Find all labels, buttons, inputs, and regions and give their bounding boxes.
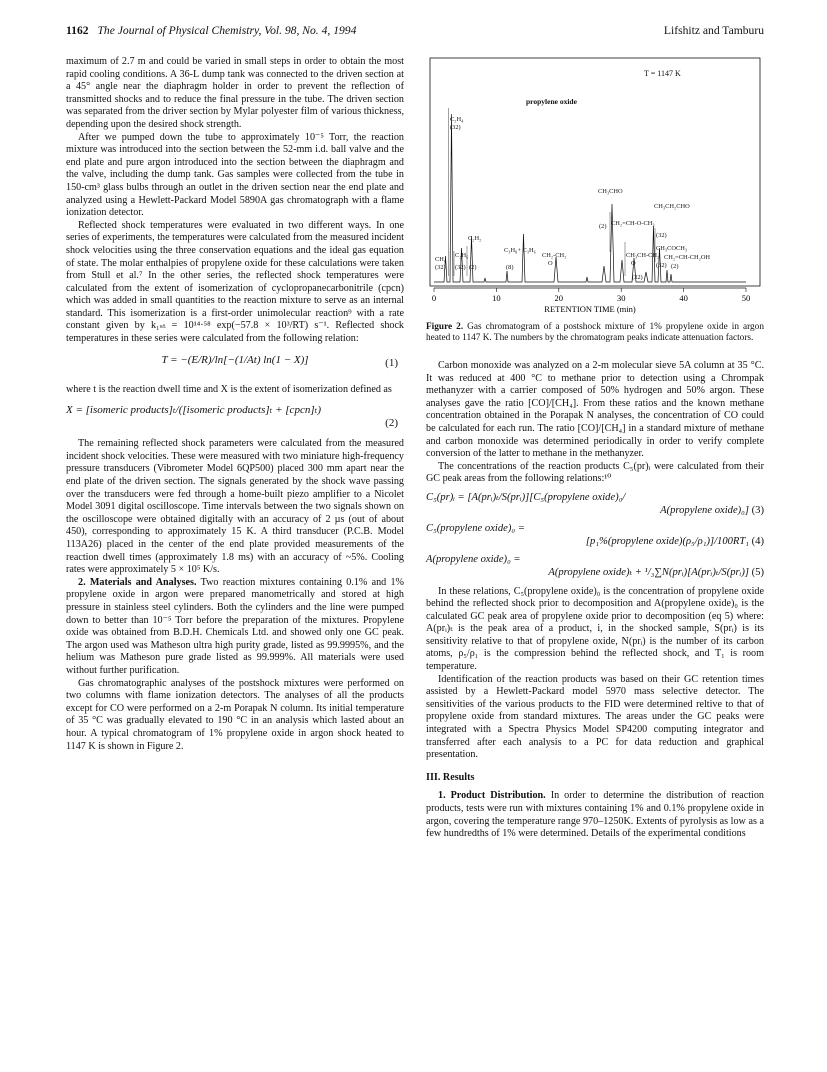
paragraph: The concentrations of the reaction products C₅(pr)ᵢ were calculated from their GC peak areas from the following relations:¹⁰ bbox=[426, 460, 764, 485]
paragraph: 1. Product Distribution. In order to determine the distribution of reaction products, tests were run with mixtures containing 1% and 0.1% propylene oxide in argon, covering the temperature range 970–1250K. Extents of pyrolysis as low as a few hundredths of 1% were determined. Details of the experimental conditions bbox=[426, 790, 764, 840]
svg-text:(32): (32) bbox=[435, 264, 446, 271]
svg-text:CH₂-CH₂: CH₂-CH₂ bbox=[542, 252, 567, 259]
paragraph: Gas chromatographic analyses of the postshock mixtures were performed on two columns with flame ionization detectors. The analyses of all the products except for CO were performed on a 2-m Porapak N column. Its initial temperature of 35 °C was gradually elevated to 190 °C in an analysis which lasted about an hour. A typical chromatogram of 1% propylene oxide in argon shock heated to 1147 K is shown in Figure 2. bbox=[66, 677, 404, 752]
x-tick-label: 10 bbox=[492, 293, 501, 303]
equation-number: (3) bbox=[751, 504, 764, 516]
section-heading: III. Results bbox=[426, 771, 475, 783]
equation-number: (2) bbox=[385, 417, 398, 430]
svg-text:CH₃CHO: CH₃CHO bbox=[598, 188, 623, 195]
x-tick-label: 40 bbox=[679, 293, 688, 303]
paragraph: maximum of 2.7 m and could be varied in small steps in order to obtain the most rapid cooling conditions. A 36-L dump tank was connected to the driven section at a 45° angle near the diaphragm holder in order to prevent the reflection of transmitted shocks and to reduce the final pressure in the tube. The driven section was separated from the driver section by Mylar polyester film of various thickness, depending upon the desired shock strength. bbox=[66, 56, 404, 130]
equation-number: (5) bbox=[751, 566, 764, 578]
svg-text:(32): (32) bbox=[450, 124, 461, 131]
temperature-label: T = 1147 K bbox=[644, 69, 681, 78]
svg-text:(32): (32) bbox=[656, 232, 667, 239]
paragraph: In these relations, C₅(propylene oxide)₀ is the concentration of propylene oxide behind the reflected shock prior to decomposition and A(propylene oxide)₀ is the calculated GC peak area of propylene oxide prior to decomposition (eq 5) where: A(prᵢ)ₜ is the peak area of a product, i, in the shocked sample, S(prᵢ) is its sensitivity relative to that of propylene oxide, N(prᵢ) is the number of its carbon atoms, ρ₅/ρ₁ is the compression behind the reflected shock, and T₁ is room temperature. bbox=[426, 585, 764, 673]
svg-text:CH₃CH₂CHO: CH₃CH₂CHO bbox=[654, 203, 690, 210]
svg-text:C₂H₄: C₂H₄ bbox=[450, 116, 464, 123]
svg-text:O: O bbox=[548, 260, 553, 267]
equation-2: X = [isomeric products]ₜ/([isomeric products]ₜ + [cpcn]ₜ) (2) bbox=[66, 404, 398, 430]
svg-text:(2): (2) bbox=[599, 223, 607, 230]
svg-text:(32): (32) bbox=[455, 264, 466, 271]
right-column bbox=[426, 360, 764, 841]
subsection-heading: 1. Product Distribution. bbox=[438, 790, 546, 802]
svg-text:(2): (2) bbox=[469, 264, 477, 271]
svg-text:CH₃CH-CH₂: CH₃CH-CH₂ bbox=[626, 252, 660, 259]
x-ticks bbox=[434, 288, 746, 292]
subsection-heading: 2. Materials and Analyses. bbox=[78, 576, 197, 588]
x-tick-label: 30 bbox=[616, 293, 626, 303]
svg-text:C₂H₆: C₂H₆ bbox=[455, 252, 469, 259]
svg-text:CH₂=CH-O-CH₃: CH₂=CH-O-CH₃ bbox=[611, 220, 655, 227]
journal-title: The Journal of Physical Chemistry, Vol. 98, No. 4, 1994 bbox=[97, 24, 357, 37]
figure-2 bbox=[426, 56, 764, 344]
svg-text:(8): (8) bbox=[506, 264, 514, 271]
svg-text:O: O bbox=[631, 260, 636, 267]
x-tick-label: 20 bbox=[554, 293, 564, 303]
paragraph: 2. Materials and Analyses. Two reaction mixtures containing 0.1% and 1% propylene oxide in argon were prepared manometrically and stored at high pressure in stainless steel cylinders. Both the cylinders and the line were pumped down to better than 10⁻⁵ Torr before the preparation of the mixtures. Propylene oxide was obtained from B.D.H. Chemicals Ltd. and showed only one GC peak. The argon used was Matheson ultra high purity grade, listed as 99.9995%, and the helium was Matheson pure grade listed as 99.999%. All materials were used without further purification. bbox=[66, 576, 404, 676]
paragraph: The remaining reflected shock parameters were calculated from the measured incident shock velocities. These were measured with two miniature high-frequency pressure transducers (Vibrometer Model 6QP500) placed 300 mm apart near the end plate of the driven section. The signals generated by the shock wave passing over the transducers were fed through a home-built piezo amplifier to a Nicolet Model 3091 digital oscilloscope. Time intervals between the two signals shown on the oscilloscope were obtained digitally with an accuracy of 2 µs (out of about 450), corresponding to approximately 15 K. A third transducer (P.C.B. Model 113A26) placed in the center of the end plate provided measurements of the reaction dwell times (approximately 1.8 ms) with an accuracy of ~5%. Cooling rates were approximately 5 × 10⁵ K/s. bbox=[66, 438, 404, 576]
chromatogram bbox=[426, 56, 764, 318]
figure-frame bbox=[430, 58, 760, 286]
x-tick-label: 50 bbox=[741, 293, 751, 303]
figure-caption: Figure 2. Gas chromatogram of a postshock mixture of 1% propylene oxide in argon heated to 1147 K. The numbers by the chromatogram peaks indicate attenuation factors. bbox=[426, 322, 764, 344]
svg-text:C₃H₈+ C₃H₆: C₃H₈+ C₃H₆ bbox=[504, 247, 536, 254]
paragraph: Carbon monoxide was analyzed on a 2-m molecular sieve 5A column at 35 °C. It was reduced at 400 °C to methane prior to detection using a Chrompak methanyzer with a carrier composed of 50% hydrogen and 50% argon. These analyses gave the ratio [CO]/[CH₄]. From these ratios and the known methane concentration obtained in the Porapak N analyses, the concentration of CO could be calculated for each run. The ratio [CO]/[CH₄] in a standard mixture of methane and carbon monoxide was determined periodically in order to verify complete conversion of the latter to methane in the methanyzer. bbox=[426, 360, 764, 460]
paragraph: After we pumped down the tube to approximately 10⁻⁵ Torr, the reaction mixture was introduced into the section between the 52-mm i.d. ball valve and the end plate and pure argon introduced into the section between the diaphragm and the valve, including the dump tank. Gas samples were collected from the tube in 150-cm³ glass bulbs through an outlet in the driven section near the end plate and analyzed using a Hewlett-Packard Model 5890A gas chromatograph with a flame ionization detector. bbox=[66, 131, 404, 219]
equation-number: (1) bbox=[385, 356, 398, 369]
svg-text:C₂H₂: C₂H₂ bbox=[468, 235, 482, 242]
equation-4: C₅(propylene oxide)₀ = [p₁%(propylene oxide)(ρ₅/ρ₁)]/100RT₁ (4) bbox=[426, 523, 764, 547]
svg-text:(32): (32) bbox=[632, 274, 643, 281]
equation-3: C₅(pr)ᵢ = [A(prᵢ)ₜ/S(prᵢ)][C₅(propylene oxide)₀/ A(propylene oxide)₀] (3) bbox=[426, 491, 764, 516]
page-number: 1162 bbox=[66, 24, 89, 37]
svg-text:CH₂=CH-CH₂OH: CH₂=CH-CH₂OH bbox=[664, 254, 711, 261]
equation-1: T = −(E/R)/ln[−(1/At) ln(1 − X)] (1) bbox=[161, 353, 398, 369]
paragraph: Reflected shock temperatures were evaluated in two different ways. In one series of experiments, the temperatures were calculated from the measured incident shock velocities using the three conservation equations and the ideal gas equation of state. The molar enthalpies of propylene oxide for these calculations were taken from Stull et al.⁷ In the other series, the reflected shock temperatures were calculated from the extent of isomerization of cyclopropanecarbonitrile (cpcn) which was added in small quantities to the reaction mixture to serve as an internal standard. This isomerization is a first-order unimolecular reaction⁹ with a rate constant given by k₁ₛₜ = 10¹⁴·⁵⁸ exp(−57.8 × 10³/RT) s⁻¹. Reflected shock temperatures in these series were calculated from the following relation: bbox=[66, 219, 404, 345]
equation-5: A(propylene oxide)₀ = A(propylene oxide)ₜ + ¹/₃∑N(prᵢ)[A(prᵢ)ₜ/S(prᵢ)] (5) bbox=[426, 554, 764, 578]
figure-title: propylene oxide bbox=[526, 97, 577, 106]
running-header bbox=[66, 24, 764, 42]
authors: Lifshitz and Tamburu bbox=[663, 24, 764, 37]
x-tick-labels bbox=[432, 293, 750, 303]
paragraph: where t is the reaction dwell time and X is the extent of isomerization defined as bbox=[66, 383, 392, 395]
left-column bbox=[66, 56, 404, 753]
x-tick-label: 0 bbox=[431, 293, 437, 303]
x-axis-label: RETENTION TIME (min) bbox=[544, 304, 636, 314]
svg-text:CH₄: CH₄ bbox=[435, 256, 447, 263]
peak-labels bbox=[435, 108, 710, 281]
svg-text:(2): (2) bbox=[671, 263, 679, 270]
svg-text:(32): (32) bbox=[656, 262, 667, 269]
equation-number: (4) bbox=[751, 535, 764, 547]
svg-text:CH₃COCH₃: CH₃COCH₃ bbox=[656, 245, 688, 252]
paragraph: Identification of the reaction products was based on their GC retention times assisted by a Hewlett-Packard model 5970 mass selective detector. The sensitivities of the various products to the FID were determined reltive to that of propylene oxide from standard mixtures. The areas under the GC peaks were integrated with a Spectra Physics Model SP4200 computing integrator and transferred after each analysis to a PC for data reduction and graphical presentation. bbox=[426, 673, 764, 761]
